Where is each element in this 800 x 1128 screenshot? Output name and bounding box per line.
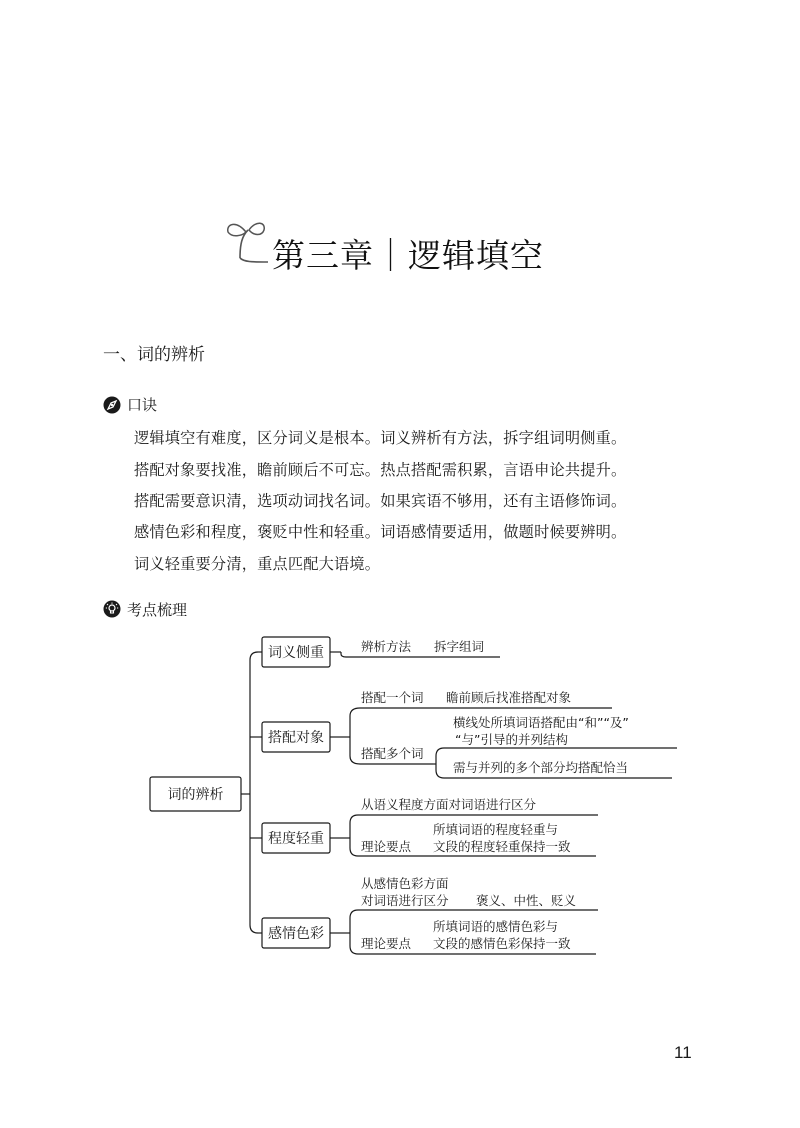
leaf-text: 理论要点 xyxy=(361,839,412,854)
verse-line: 搭配对象要找准，瞻前顾后不可忘。热点搭配需积累，言语申论共提升。 xyxy=(134,461,627,479)
branch-label: 感情色彩 xyxy=(268,926,324,942)
leaf-text: 瞻前顾后找准搭配对象 xyxy=(446,690,572,705)
leaf-text: 所填词语的程度轻重与 xyxy=(433,822,559,837)
leaf-text: 从感情色彩方面 xyxy=(361,876,449,891)
leaf-text: 从语义程度方面对词语进行区分 xyxy=(361,797,537,812)
page-number: 11 xyxy=(674,1043,692,1062)
leaf-text: 文段的感情色彩保持一致 xyxy=(433,936,571,951)
leaf-text: 文段的程度轻重保持一致 xyxy=(433,839,571,854)
branch-label: 搭配对象 xyxy=(268,730,324,746)
root-label: 词的辨析 xyxy=(167,787,224,803)
section-title: 一、词的辨析 xyxy=(103,345,205,365)
leaf-text: 横线处所填词语搭配由“和”“及” xyxy=(453,715,629,730)
verse-line: 感情色彩和程度，褒贬中性和轻重。词语感情要适用，做题时候要辨明。 xyxy=(134,523,627,541)
verse-line: 词义轻重要分清，重点匹配大语境。 xyxy=(134,555,381,573)
key-points-label: 考点梳理 xyxy=(127,601,188,619)
leaf-text: 所填词语的感情色彩与 xyxy=(433,919,559,934)
verse-line: 逻辑填空有难度，区分词义是根本。词义辨析有方法，拆字组词明侧重。 xyxy=(134,429,627,447)
leaf-text: 搭配一个词 xyxy=(361,690,424,705)
branch-label: 程度轻重 xyxy=(268,831,324,847)
leaf-text: 拆字组词 xyxy=(434,639,485,654)
leaf-text: 需与并列的多个部分均搭配恰当 xyxy=(453,760,629,775)
leaf-text: “与”引导的并列结构 xyxy=(455,732,568,747)
leaf-text: 对词语进行区分 xyxy=(361,893,449,908)
chapter-title: 第三章｜逻辑填空 xyxy=(272,236,544,275)
leaf-text: 辨析方法 xyxy=(361,639,412,654)
leaf-text: 褒义、中性、贬义 xyxy=(476,893,577,908)
leaf-text: 搭配多个词 xyxy=(361,746,424,761)
verse-line: 搭配需要意识清，选项动词找名词。如果宾语不够用，还有主语修饰词。 xyxy=(134,492,627,510)
mnemonic-label: 口诀 xyxy=(127,396,158,414)
branch-label: 词义侧重 xyxy=(268,645,324,661)
leaf-text: 理论要点 xyxy=(361,936,412,951)
